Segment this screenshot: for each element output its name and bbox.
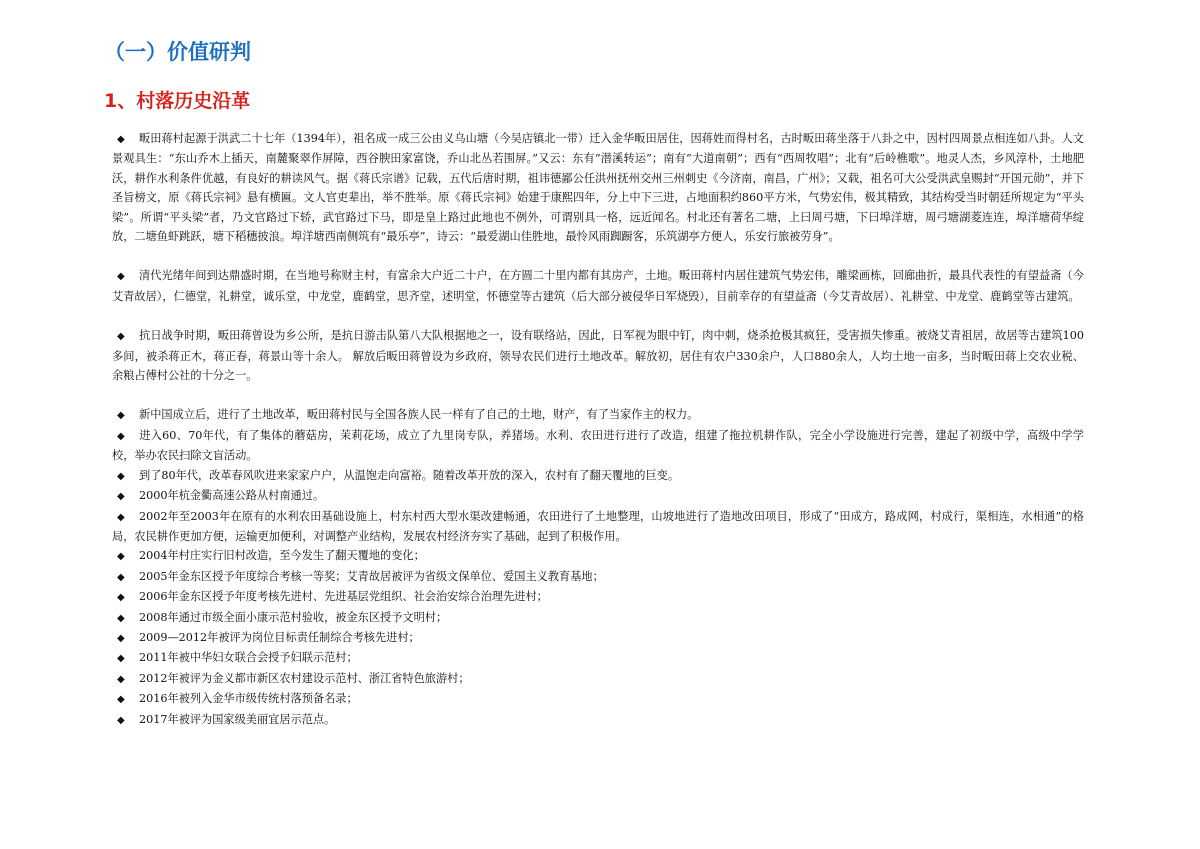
list-item bbox=[112, 426, 1084, 466]
bullet-diamond-icon: ◆ bbox=[117, 551, 125, 563]
list-item-text: 进入60、70年代，有了集体的蘑菇房，茉莉花场，成立了九里岗专队，养猪场。水利、农田进行进行了改造，组建了拖拉机耕作队，完全小学设施进行完善，建起了初级中学，高级中学学校，举办农民扫除文盲活动。 bbox=[112, 428, 1084, 463]
bullet-diamond-icon: ◆ bbox=[117, 592, 125, 604]
list-item bbox=[112, 567, 1084, 587]
bullet-diamond-icon: ◆ bbox=[117, 511, 125, 523]
list-item-text: 2002年至2003年在原有的水利农田基础设施上，村东村西大型水渠改建畅通，农田进行了土地整理，山坡地进行了造地改田项目，形成了“田成方，路成网，村成行，渠相连，水相通”的格局，农民耕作更加方便，运输更加便利，对调整产业结构，发展农村经济夯实了基础，起到了积极作用。 bbox=[112, 509, 1084, 543]
bullet-diamond-icon: ◆ bbox=[117, 632, 125, 644]
sub-title: 1、村落历史沿革 bbox=[104, 90, 251, 112]
list-item-text: 2006年金东区授予年度考核先进村、先进基层党组织、社会治安综合治理先进村； bbox=[139, 590, 548, 604]
history-bullet-list bbox=[112, 405, 1084, 730]
bullet-diamond-icon: ◆ bbox=[117, 491, 125, 503]
list-item bbox=[112, 587, 1084, 607]
list-item bbox=[112, 628, 1084, 648]
bullet-diamond-icon: ◆ bbox=[117, 271, 125, 283]
paragraph bbox=[112, 326, 1084, 385]
list-item-text: 2011年被中华妇女联合会授予妇联示范村； bbox=[139, 651, 358, 665]
bullet-diamond-icon: ◆ bbox=[117, 430, 125, 442]
bullet-diamond-icon: ◆ bbox=[117, 694, 125, 706]
list-item-text: 2009—2012年被评为岗位目标责任制综合考核先进村； bbox=[139, 630, 420, 644]
content-body bbox=[112, 129, 1084, 730]
list-item bbox=[112, 608, 1084, 628]
list-item bbox=[112, 546, 1084, 566]
list-item-text: 新中国成立后，进行了土地改革，畈田蒋村民与全国各族人民一样有了自己的土地，财产，有了当家作主的权力。 bbox=[139, 408, 699, 422]
bullet-diamond-icon: ◆ bbox=[117, 673, 125, 685]
list-item-text: 2012年被评为金义都市新区农村建设示范村、浙江省特色旅游村； bbox=[139, 671, 470, 685]
list-item-text: 2008年通过市级全面小康示范村验收，被金东区授予文明村； bbox=[139, 610, 448, 624]
list-item bbox=[112, 466, 1084, 486]
bullet-diamond-icon: ◆ bbox=[117, 571, 125, 583]
section-title: （一）价值研判 bbox=[104, 40, 251, 64]
list-item-text: 2016年被列入金华市级传统村落预备名录； bbox=[139, 692, 358, 706]
bullet-diamond-icon: ◆ bbox=[117, 612, 125, 624]
list-item-text: 2005年金东区授予年度综合考核一等奖；艾青故居被评为省级文保单位、爱国主义教育基地； bbox=[139, 569, 604, 583]
list-item-text: 2000年杭金衢高速公路从村南通过。 bbox=[139, 489, 325, 503]
list-item-text: 2017年被评为国家级美丽宜居示范点。 bbox=[139, 712, 336, 726]
bullet-diamond-icon: ◆ bbox=[117, 470, 125, 482]
list-item bbox=[112, 486, 1084, 506]
list-item-text: 到了80年代，改革春风吹进来家家户户，从温饱走向富裕。随着改革开放的深入，农村有了翻天覆地的巨变。 bbox=[139, 468, 680, 482]
paragraph bbox=[112, 129, 1084, 246]
list-item bbox=[112, 689, 1084, 709]
list-item bbox=[112, 648, 1084, 668]
bullet-diamond-icon: ◆ bbox=[117, 331, 125, 343]
bullet-diamond-icon: ◆ bbox=[117, 410, 125, 422]
list-item bbox=[112, 710, 1084, 730]
paragraph-text: 清代光绪年间到达鼎盛时期，在当地号称财主村，有富余大户近二十户，在方圆二十里内都有其房产，土地。畈田蒋村内居住建筑气势宏伟，雕梁画栋，回廊曲折，最具代表性的有望益斋（今艾青故居），仁德堂，礼耕堂，诚乐堂，中龙堂，鹿鹤堂，思齐堂，述明堂，怀德堂等古建筑（后大部分被侵华日军烧毁），目前幸存的有望益斋（今艾青故居）、礼耕堂、中龙堂、鹿鹤堂等古建筑。 bbox=[112, 269, 1084, 303]
list-item bbox=[112, 507, 1084, 547]
paragraph-text: 畈田蒋村起源于洪武二十七年（1394年），祖名成一成三公由义乌山塘（今吴店镇北一带）迁入金华畈田居住，因蒋姓而得村名，古时畈田蒋坐落于八卦之中，因村四周景点相连如八卦。人文景观具生：“东山乔木上插天，南麓聚翠作屏障，西谷腴田家富饶，乔山北丛若围屏。”又云：东有“潜溪转运”；南有“大道南朝”；西有“西周牧唱”；北有“后岭樵歌”。地灵人杰，乡风淳朴，土地肥沃，耕作水利条件优越，有良好的耕读风气。据《蒋氏宗谱》记载，五代后唐时期，祖讳德鄙公任洪州抚州交州三州刺史《今济南，南昌，广州》；又载，祖名可大公受洪武皇赐封“开国元勋”，并下圣旨榜文，原《蒋氏宗祠》悬有横匾。文人官吏辈出，举不胜举。原《蒋氏宗祠》始建于康熙四年，分上中下三进，占地面积约860平方米，气势宏伟，极其精致，其结构受当时朝廷所规定为“平头梁”。所谓“平头梁”者，乃文官路过下轿，武官路过下马，即是皇上路过此地也不例外，可谓别具一格，远近闻名。村北还有著名二塘，上曰周弓塘，下曰埠洋塘，周弓塘湖菱连连，埠洋塘荷华绽放，二塘鱼虾跳跃，塘下稻穗披浪。埠洋塘西南侧筑有“最乐亭”，诗云：“最爱湖山佳胜地，最怜风雨踟蹰客，乐筑湖亭方便人，乐安行旅被劳身”。 bbox=[112, 132, 1084, 244]
bullet-diamond-icon: ◆ bbox=[117, 653, 125, 665]
bullet-diamond-icon: ◆ bbox=[117, 134, 125, 145]
list-item bbox=[112, 405, 1084, 425]
paragraph bbox=[112, 266, 1084, 306]
list-item-text: 2004年村庄实行旧村改造，至今发生了翻天覆地的变化； bbox=[139, 549, 425, 563]
bullet-diamond-icon: ◆ bbox=[117, 714, 125, 726]
paragraph-text: 抗日战争时期，畈田蒋曾设为乡公所，是抗日游击队第八大队根据地之一，设有联络站，因此，日军视为眼中钉，肉中刺，烧杀抢极其疯狂，受害损失惨重。被烧艾青祖居，故居等古建筑100多间，被杀蒋正木，蒋正春，蒋景山等十余人。 解放后畈田蒋曾设为乡政府，领导农民们进行土地改革。解放初，居住有农户330余户，人口880余人，人均土地一亩多，当时畈田蒋上交农业税、余粮占傅村公社的十分之一。 bbox=[112, 329, 1084, 383]
list-item bbox=[112, 669, 1084, 689]
